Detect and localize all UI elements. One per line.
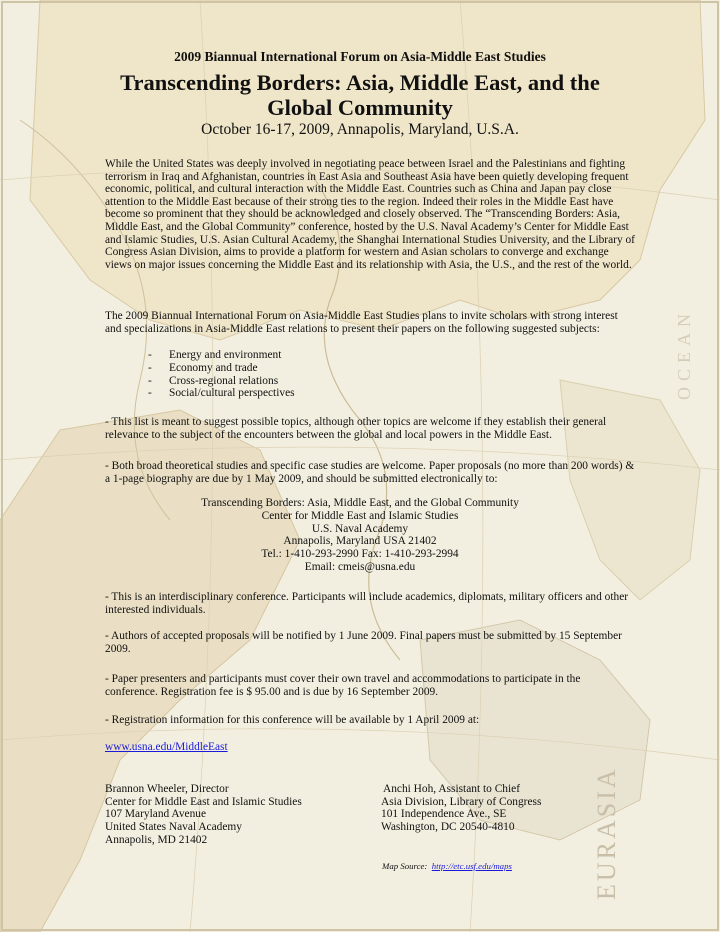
title-line-1: Transcending Borders: Asia, Middle East, and the: [120, 70, 600, 95]
address-line: Transcending Borders: Asia, Middle East, and the Global Community: [201, 497, 519, 509]
website-link[interactable]: www.usna.edu/MiddleEast: [105, 741, 228, 753]
contact-line: Asia Division, Library of Congress: [381, 795, 542, 808]
travel-note: - Paper presenters and participants must cover their own travel and accommodations to participate in the conference. Registration fee is $ 95.00 and is due by 16 September 2009.: [105, 673, 581, 698]
forum-heading: 2009 Biannual International Forum on Asia-Middle East Studies: [174, 49, 546, 64]
list-item: - Economy and trade: [148, 361, 258, 374]
contact-right: [381, 783, 541, 834]
contact-line: 107 Maryland Avenue: [105, 808, 207, 821]
interdisciplinary-note: - This is an interdisciplinary conference. Participants will include academics, diplomats, military officers and other interested individuals.: [105, 591, 629, 616]
contact-line: Annapolis, MD 21402: [105, 833, 208, 846]
submission-note: - Both broad theoretical studies and specific case studies are welcome. Paper proposals (no more than 200 words) & a 1-page biography are due by 1 May 2009, and should be submitted electronically to:: [105, 460, 635, 485]
map-source-credit: [382, 861, 512, 871]
intro-paragraph: While the United States was deeply involved in negotiating peace between Israel and the Palestinians and fighting terrorism in Iraq and Afghanistan, countries in East Asia and Southeast Asia have been quietly developing frequent economic, political, and cultural interaction with the Middle East. Countries such as China and Japan pay close attention to the Middle East because of their strong ties to the region. Indeed their roles in the Middle East have become so prominent that they should be acknowledged and closely observed. The “Transcending Borders: Asia, Middle East, and the Global Community” conference, hosted by the U.S. Naval Academy’s Center for Middle East and Islamic Studies, U.S. Asian Cultural Academy, the Shanghai International Studies University, and the Library of Congress Asian Division, aims to provide a platform for western and Asian scholars to converge and exchange views on major issues concerning the Middle East and its relationship with Asia, the U.S., and the rest of the world.: [105, 158, 635, 271]
address-line: U.S. Naval Academy: [311, 522, 409, 535]
contact-line: Washington, DC 20540-4810: [381, 821, 515, 834]
contact-line: Brannon Wheeler, Director: [105, 783, 229, 795]
invite-paragraph: The 2009 Biannual International Forum on Asia-Middle East Studies plans to invite scholars with strong interest and specializations in Asia-Middle East relations to present their papers on the following suggested subjects:: [105, 310, 618, 335]
notification-note: - Authors of accepted proposals will be notified by 1 June 2009. Final papers must be submitted by 15 September 2009.: [105, 630, 622, 655]
title-line-2: Global Community: [267, 95, 453, 120]
contact-line: Center for Middle East and Islamic Studies: [105, 795, 302, 808]
contact-line: Anchi Hoh, Assistant to Chief: [383, 783, 520, 795]
contact-left: [105, 783, 302, 847]
list-item: - Energy and environment: [148, 349, 282, 361]
map-source-link[interactable]: http://etc.usf.edu/maps: [431, 861, 512, 871]
registration-note: - Registration information for this conference will be available by 1 April 2009 at:: [105, 714, 480, 726]
conference-title: [70, 70, 650, 120]
list-item: - Cross-regional relations: [148, 374, 279, 387]
topic-list: [148, 349, 448, 400]
map-label-eurasia: EURASIA: [592, 766, 621, 900]
contact-line: United States Naval Academy: [105, 821, 242, 834]
address-phone: Tel.: 1-410-293-2990 Fax: 1-410-293-2994: [261, 548, 459, 561]
address-line: Center for Middle East and Islamic Studies: [261, 509, 459, 522]
conference-dates: October 16-17, 2009, Annapolis, Maryland, U.S.A.: [201, 121, 519, 138]
map-source-label: Map Source:: [382, 861, 428, 871]
contact-line: 101 Independence Ave., SE: [381, 808, 507, 821]
address-line: Annapolis, Maryland USA 21402: [283, 535, 437, 548]
topics-note: - This list is meant to suggest possible topics, although other topics are welcome if they establish their general relevance to the subject of the encounters between the global and local powers in the Middle East.: [105, 416, 607, 441]
list-item: - Social/cultural perspectives: [148, 387, 295, 400]
map-label-ocean: OCEAN: [674, 308, 694, 400]
address-email: Email: cmeis@usna.edu: [304, 560, 416, 573]
submission-address: [155, 497, 565, 574]
